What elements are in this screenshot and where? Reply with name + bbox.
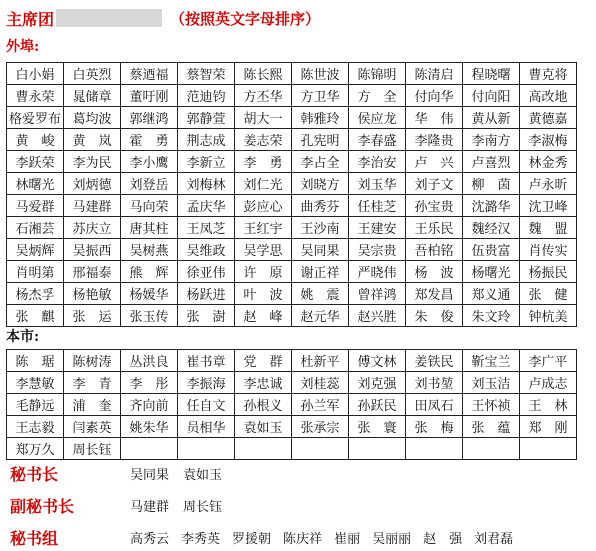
name-cell: 杨曙光 (463, 261, 520, 283)
name-cell: 李 彤 (121, 372, 178, 394)
person-name: 陈庆祥 (283, 532, 323, 547)
name-cell: 刘玉华 (349, 173, 406, 195)
name-cell: 马建群 (64, 195, 121, 217)
name-cell: 郑义通 (463, 283, 520, 305)
name-cell: 李 勇 (235, 151, 292, 173)
name-cell: 晁储章 (64, 85, 121, 107)
name-cell: 马爱群 (7, 195, 64, 217)
name-cell: 杜新平 (292, 350, 349, 372)
name-cell: 吴同果 (292, 239, 349, 261)
name-cell: 赵 峰 (235, 305, 292, 327)
role-label: 秘书长 (10, 465, 59, 484)
person-name: 吴同果 (130, 468, 170, 483)
name-cell: 霍 勇 (121, 129, 178, 151)
name-cell: 任桂芝 (349, 195, 406, 217)
name-cell: 丛洪良 (121, 350, 178, 372)
name-cell: 许 原 (235, 261, 292, 283)
name-cell: 杨媛华 (121, 283, 178, 305)
name-cell: 杨振民 (520, 261, 577, 283)
name-cell: 高改地 (520, 85, 577, 107)
name-cell: 刘玉洁 (463, 372, 520, 394)
name-cell: 刘炳德 (64, 173, 121, 195)
name-cell: 姜志荣 (235, 129, 292, 151)
name-cell: 黄从新 (463, 107, 520, 129)
name-cell: 孔宪明 (292, 129, 349, 151)
name-cell: 陈 琚 (7, 350, 64, 372)
name-cell: 任自文 (178, 394, 235, 416)
name-cell (235, 438, 292, 460)
name-cell: 张 麒 (7, 305, 64, 327)
name-cell: 钟杭美 (520, 305, 577, 327)
name-cell: 彭应心 (235, 195, 292, 217)
name-cell: 李慧敏 (7, 372, 64, 394)
name-cell: 王志毅 (7, 416, 64, 438)
name-cell: 格爱罗布 (7, 107, 64, 129)
name-cell: 吴维政 (178, 239, 235, 261)
name-cell: 杨跃进 (178, 283, 235, 305)
name-cell (121, 438, 178, 460)
table-row (7, 416, 577, 438)
role-label: 秘书组 (10, 529, 59, 548)
name-cell: 郑 刚 (520, 416, 577, 438)
name-cell: 赵兴胜 (349, 305, 406, 327)
name-cell: 孙根义 (235, 394, 292, 416)
name-cell: 肖明第 (7, 261, 64, 283)
name-cell: 张 梅 (406, 416, 463, 438)
name-cell: 员相华 (178, 416, 235, 438)
person-name: 吴丽丽 (372, 532, 412, 547)
name-cell: 方丕华 (235, 85, 292, 107)
name-cell: 袁如玉 (235, 416, 292, 438)
name-cell (292, 438, 349, 460)
name-cell: 华 伟 (406, 107, 463, 129)
name-cell: 孙兰军 (292, 394, 349, 416)
name-cell: 魏经汉 (463, 217, 520, 239)
name-cell: 周长钰 (64, 438, 121, 460)
header (6, 8, 320, 28)
name-cell: 王沙南 (292, 217, 349, 239)
table-row (7, 283, 577, 305)
name-cell: 曹克将 (520, 63, 577, 85)
name-cell: 肖传实 (520, 239, 577, 261)
role-names (130, 464, 236, 483)
name-cell: 陈长熙 (235, 63, 292, 85)
table-row (7, 151, 577, 173)
name-cell: 靳宝兰 (463, 350, 520, 372)
name-cell: 吴宗贵 (349, 239, 406, 261)
name-cell: 陈世波 (292, 63, 349, 85)
name-cell: 李新立 (178, 151, 235, 173)
name-cell: 陈清启 (406, 63, 463, 85)
table-row (7, 85, 577, 107)
name-cell: 王 林 (520, 394, 577, 416)
name-cell: 白英烈 (64, 63, 121, 85)
name-cell: 李占全 (292, 151, 349, 173)
name-cell: 吴树燕 (121, 239, 178, 261)
name-cell: 张 澍 (178, 305, 235, 327)
name-cell: 毛静远 (7, 394, 64, 416)
name-cell: 孙跃民 (349, 394, 406, 416)
name-cell: 刘晓方 (292, 173, 349, 195)
section-label-outside: 外埠: (6, 39, 40, 55)
name-cell: 浦 奎 (64, 394, 121, 416)
name-cell: 崔书章 (178, 350, 235, 372)
name-cell: 吴振西 (64, 239, 121, 261)
name-cell: 王凤芝 (178, 217, 235, 239)
name-cell: 姚 震 (292, 283, 349, 305)
name-cell: 李振海 (178, 372, 235, 394)
name-cell: 李春盛 (349, 129, 406, 151)
name-cell (178, 438, 235, 460)
table-row (7, 350, 577, 372)
person-name: 崔丽 (334, 532, 361, 547)
role-secretary-group (10, 526, 525, 549)
table-row (7, 129, 577, 151)
table-row (7, 173, 577, 195)
name-cell: 白小娟 (7, 63, 64, 85)
names-table-outside (6, 62, 577, 327)
person-name: 高秀云 (130, 532, 170, 547)
name-cell: 闫素英 (64, 416, 121, 438)
name-cell: 曲秀芬 (292, 195, 349, 217)
name-cell: 刘书堃 (406, 372, 463, 394)
name-cell: 方 全 (349, 85, 406, 107)
name-cell: 张 健 (520, 283, 577, 305)
name-cell: 唐其柱 (121, 217, 178, 239)
name-cell: 孙宝贵 (406, 195, 463, 217)
names-table-local (6, 349, 577, 460)
person-name: 李秀英 (181, 532, 221, 547)
name-cell: 柳 茵 (463, 173, 520, 195)
name-cell: 王乐民 (406, 217, 463, 239)
table-row (7, 107, 577, 129)
name-cell: 李隆贵 (406, 129, 463, 151)
name-cell: 党 群 (235, 350, 292, 372)
name-cell: 张玉传 (121, 305, 178, 327)
name-cell: 徐亚伟 (178, 261, 235, 283)
name-cell: 黄 峻 (7, 129, 64, 151)
name-cell: 沈潞华 (463, 195, 520, 217)
name-cell: 孟庆华 (178, 195, 235, 217)
name-cell: 齐向前 (121, 394, 178, 416)
name-cell: 范迪钧 (178, 85, 235, 107)
name-cell: 卢 兴 (406, 151, 463, 173)
name-cell: 蔡智荣 (178, 63, 235, 85)
name-cell: 卢喜烈 (463, 151, 520, 173)
name-cell: 马向荣 (121, 195, 178, 217)
name-cell: 郑发昌 (406, 283, 463, 305)
role-deputy-secretary-general (10, 494, 236, 517)
name-cell (349, 438, 406, 460)
name-cell: 朱 俊 (406, 305, 463, 327)
name-cell: 李为民 (64, 151, 121, 173)
name-cell: 林金秀 (520, 151, 577, 173)
name-cell: 李南方 (463, 129, 520, 151)
page-title: 主席团 (6, 9, 55, 29)
name-cell: 沈卫峰 (520, 195, 577, 217)
name-cell: 卢成志 (520, 372, 577, 394)
person-name: 马建群 (130, 500, 170, 515)
name-cell: 蔡迺福 (121, 63, 178, 85)
name-cell: 刘梅林 (178, 173, 235, 195)
name-cell: 胡大一 (235, 107, 292, 129)
name-cell: 刘桂蕊 (292, 372, 349, 394)
person-name: 罗援朝 (232, 532, 272, 547)
name-cell: 陈锦明 (349, 63, 406, 85)
name-cell: 吴学思 (235, 239, 292, 261)
table-row (7, 261, 577, 283)
table-row (7, 372, 577, 394)
name-cell: 黄德嘉 (520, 107, 577, 129)
name-cell: 李淑梅 (520, 129, 577, 151)
name-cell: 荆志成 (178, 129, 235, 151)
name-cell: 陈树涛 (64, 350, 121, 372)
name-cell: 姜铁民 (406, 350, 463, 372)
name-cell: 程晓曙 (463, 63, 520, 85)
name-cell: 张 寰 (349, 416, 406, 438)
table-row (7, 217, 577, 239)
person-name: 赵 强 (423, 532, 463, 547)
name-cell: 林曙光 (7, 173, 64, 195)
name-cell: 韩雅玲 (292, 107, 349, 129)
name-cell: 董吁刚 (121, 85, 178, 107)
table-row (7, 63, 577, 85)
name-cell: 吾柏铭 (406, 239, 463, 261)
role-names (130, 528, 525, 547)
name-cell: 刘登岳 (121, 173, 178, 195)
name-cell: 赵元华 (292, 305, 349, 327)
name-cell: 王红宇 (235, 217, 292, 239)
name-cell: 伍贵富 (463, 239, 520, 261)
name-cell: 郑万久 (7, 438, 64, 460)
name-cell: 傅文林 (349, 350, 406, 372)
name-cell: 李广平 (520, 350, 577, 372)
name-cell: 付向阳 (463, 85, 520, 107)
name-cell: 刘克强 (349, 372, 406, 394)
name-cell (520, 438, 577, 460)
title-highlight-bar (56, 9, 162, 27)
name-cell: 李 青 (64, 372, 121, 394)
name-cell: 郭继鸿 (121, 107, 178, 129)
role-label: 副秘书长 (10, 497, 75, 516)
name-cell: 刘仁光 (235, 173, 292, 195)
name-cell: 张 蕴 (463, 416, 520, 438)
table-row (7, 394, 577, 416)
name-cell: 朱文玲 (463, 305, 520, 327)
name-cell: 侯应龙 (349, 107, 406, 129)
name-cell: 李小鹰 (121, 151, 178, 173)
person-name: 袁如玉 (183, 468, 223, 483)
name-cell: 苏庆立 (64, 217, 121, 239)
name-cell: 张 运 (64, 305, 121, 327)
name-cell: 杨 波 (406, 261, 463, 283)
name-cell: 葛均波 (64, 107, 121, 129)
name-cell: 吴炳辉 (7, 239, 64, 261)
name-cell: 付向华 (406, 85, 463, 107)
name-cell: 曾祥鸿 (349, 283, 406, 305)
name-cell: 熊 辉 (121, 261, 178, 283)
role-secretary-general (10, 462, 236, 485)
section-label-local: 本市: (6, 329, 40, 345)
name-cell: 刘子文 (406, 173, 463, 195)
name-cell: 杨杰孚 (7, 283, 64, 305)
name-cell: 叶 波 (235, 283, 292, 305)
person-name: 周长钰 (183, 500, 223, 515)
name-cell: 邢福泰 (64, 261, 121, 283)
name-cell: 田凤石 (406, 394, 463, 416)
table-row (7, 195, 577, 217)
name-cell: 郭静萱 (178, 107, 235, 129)
name-cell: 姚朱华 (121, 416, 178, 438)
name-cell: 方卫华 (292, 85, 349, 107)
person-name: 刘君磊 (474, 532, 514, 547)
name-cell: 曹永荣 (7, 85, 64, 107)
name-cell: 谢正祥 (292, 261, 349, 283)
name-cell: 李治安 (349, 151, 406, 173)
name-cell: 石湘芸 (7, 217, 64, 239)
name-cell: 张承宗 (292, 416, 349, 438)
name-cell: 卢永昕 (520, 173, 577, 195)
name-cell: 李跃荣 (7, 151, 64, 173)
name-cell: 严晓伟 (349, 261, 406, 283)
name-cell: 李忠诚 (235, 372, 292, 394)
page-subtitle: （按照英文字母排序） (170, 9, 321, 28)
name-cell: 杨艳敏 (64, 283, 121, 305)
name-cell: 魏 盟 (520, 217, 577, 239)
name-cell: 王怀祯 (463, 394, 520, 416)
table-row (7, 239, 577, 261)
table-row (7, 438, 577, 460)
table-row (7, 305, 577, 327)
name-cell: 黄 岚 (64, 129, 121, 151)
role-names (130, 496, 236, 515)
name-cell (463, 438, 520, 460)
name-cell (406, 438, 463, 460)
name-cell: 王建安 (349, 217, 406, 239)
